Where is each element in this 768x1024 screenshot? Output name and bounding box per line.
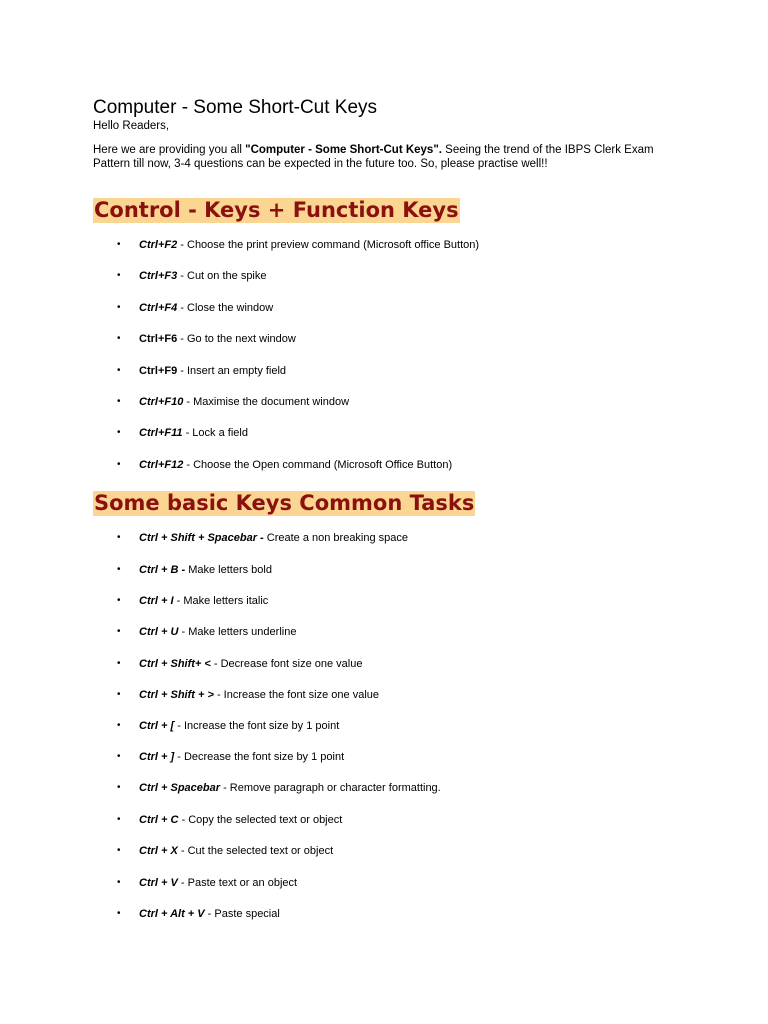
shortcut-description: Paste special [214, 908, 280, 920]
section-heading-label: Some basic Keys Common Tasks [94, 491, 475, 515]
bullet-icon: • [117, 270, 121, 281]
shortcut-description: Make letters underline [188, 626, 297, 638]
section-heading-function-keys [93, 196, 460, 224]
bullet-icon: • [117, 595, 121, 606]
bullet-icon: • [117, 782, 121, 793]
bullet-icon: • [117, 908, 121, 919]
intro-line-1-bold: "Computer - Some Short-Cut Keys". [245, 144, 442, 156]
shortcut-key: Ctrl+F11 - Lock a field [139, 427, 248, 439]
bullet-icon: • [117, 427, 121, 438]
shortcut-description: Insert an empty field [187, 365, 287, 377]
bullet-icon: • [117, 396, 121, 407]
intro-line-2: Pattern till now, 3-4 questions can be expected in the future too. So, please practise well!! [93, 158, 548, 170]
shortcut-key: Ctrl + V - Paste text or an object [139, 877, 298, 889]
section-heading-common-tasks [93, 489, 475, 517]
page-title: Computer - Some Short-Cut Keys [93, 97, 378, 118]
shortcut-key: Ctrl + Spacebar - Remove paragraph or character formatting. [139, 782, 441, 794]
bullet-icon: • [117, 689, 121, 700]
intro-line-1 [93, 143, 693, 157]
greeting-text: Hello Readers, [93, 120, 170, 132]
shortcut-key: Ctrl + I - Make letters italic [139, 595, 269, 607]
shortcut-description: Go to the next window [187, 333, 296, 345]
shortcut-key: Ctrl+F3 - Cut on the spike [139, 270, 267, 282]
shortcut-key: Ctrl + Shift + > - Increase the font size one value [139, 689, 379, 701]
shortcut-description: Make letters italic [183, 595, 269, 607]
bullet-icon: • [117, 658, 121, 669]
shortcut-description: Make letters bold [188, 564, 272, 576]
shortcut-key: Ctrl+F10 - Maximise the document window [139, 396, 350, 408]
shortcut-key: Ctrl + C - Copy the selected text or object [139, 814, 343, 826]
shortcut-description: Lock a field [192, 427, 248, 439]
bullet-icon: • [117, 814, 121, 825]
shortcut-key: Ctrl + [ - Increase the font size by 1 point [139, 720, 340, 732]
shortcut-description: Cut on the spike [187, 270, 267, 282]
shortcut-description: Cut the selected text or object [187, 845, 334, 857]
shortcut-key: Ctrl + ] - Decrease the font size by 1 point [139, 751, 345, 763]
shortcut-description: Close the window [187, 302, 274, 314]
shortcut-description: Choose the print preview command (Microsoft office Button) [187, 239, 480, 251]
shortcut-key: Ctrl + U - Make letters underline [139, 626, 297, 638]
shortcut-key: Ctrl + B - Make letters bold [139, 564, 272, 576]
bullet-icon: • [117, 720, 121, 731]
bullet-icon: • [117, 751, 121, 762]
bullet-icon: • [117, 564, 121, 575]
shortcut-key: Ctrl+F12 - Choose the Open command (Microsoft Office Button) [139, 459, 453, 471]
shortcut-description: Copy the selected text or object [188, 814, 343, 826]
shortcut-description: Choose the Open command (Microsoft Office Button) [193, 459, 453, 471]
bullet-icon: • [117, 365, 121, 376]
shortcut-key: Ctrl+F6 - Go to the next window [139, 333, 296, 345]
shortcut-description: Create a non breaking space [266, 532, 409, 544]
shortcut-key: Ctrl + Shift+ < - Decrease font size one value [139, 658, 363, 670]
bullet-icon: • [117, 459, 121, 470]
bullet-icon: • [117, 302, 121, 313]
bullet-icon: • [117, 845, 121, 856]
shortcut-description: Maximise the document window [193, 396, 350, 408]
bullet-icon: • [117, 877, 121, 888]
shortcut-key: Ctrl + Shift + Spacebar - Create a non breaking space [139, 532, 409, 544]
shortcut-key: Ctrl + X - Cut the selected text or object [139, 845, 334, 857]
shortcut-key: Ctrl+F2 - Choose the print preview command (Microsoft office Button) [139, 239, 480, 251]
shortcut-key: Ctrl+F4 - Close the window [139, 302, 274, 314]
bullet-icon: • [117, 532, 121, 543]
section-heading-label: Control - Keys + Function Keys [94, 198, 459, 222]
intro-paragraph [93, 143, 693, 171]
shortcut-description: Decrease font size one value [220, 658, 363, 670]
shortcut-description: Remove paragraph or character formatting. [229, 782, 441, 794]
shortcut-description: Paste text or an object [187, 877, 298, 889]
shortcut-description: Decrease the font size by 1 point [183, 751, 345, 763]
bullet-icon: • [117, 626, 121, 637]
bullet-icon: • [117, 333, 121, 344]
shortcut-description: Increase the font size by 1 point [183, 720, 340, 732]
intro-line-1-suffix: Seeing the trend of the IBPS Clerk Exam [441, 144, 654, 156]
bullet-icon: • [117, 239, 121, 250]
shortcut-key: Ctrl + Alt + V - Paste special [139, 908, 280, 920]
shortcut-description: Increase the font size one value [223, 689, 379, 701]
intro-line-1-prefix: Here we are providing you all [93, 144, 246, 156]
shortcut-key: Ctrl+F9 - Insert an empty field [139, 365, 287, 377]
